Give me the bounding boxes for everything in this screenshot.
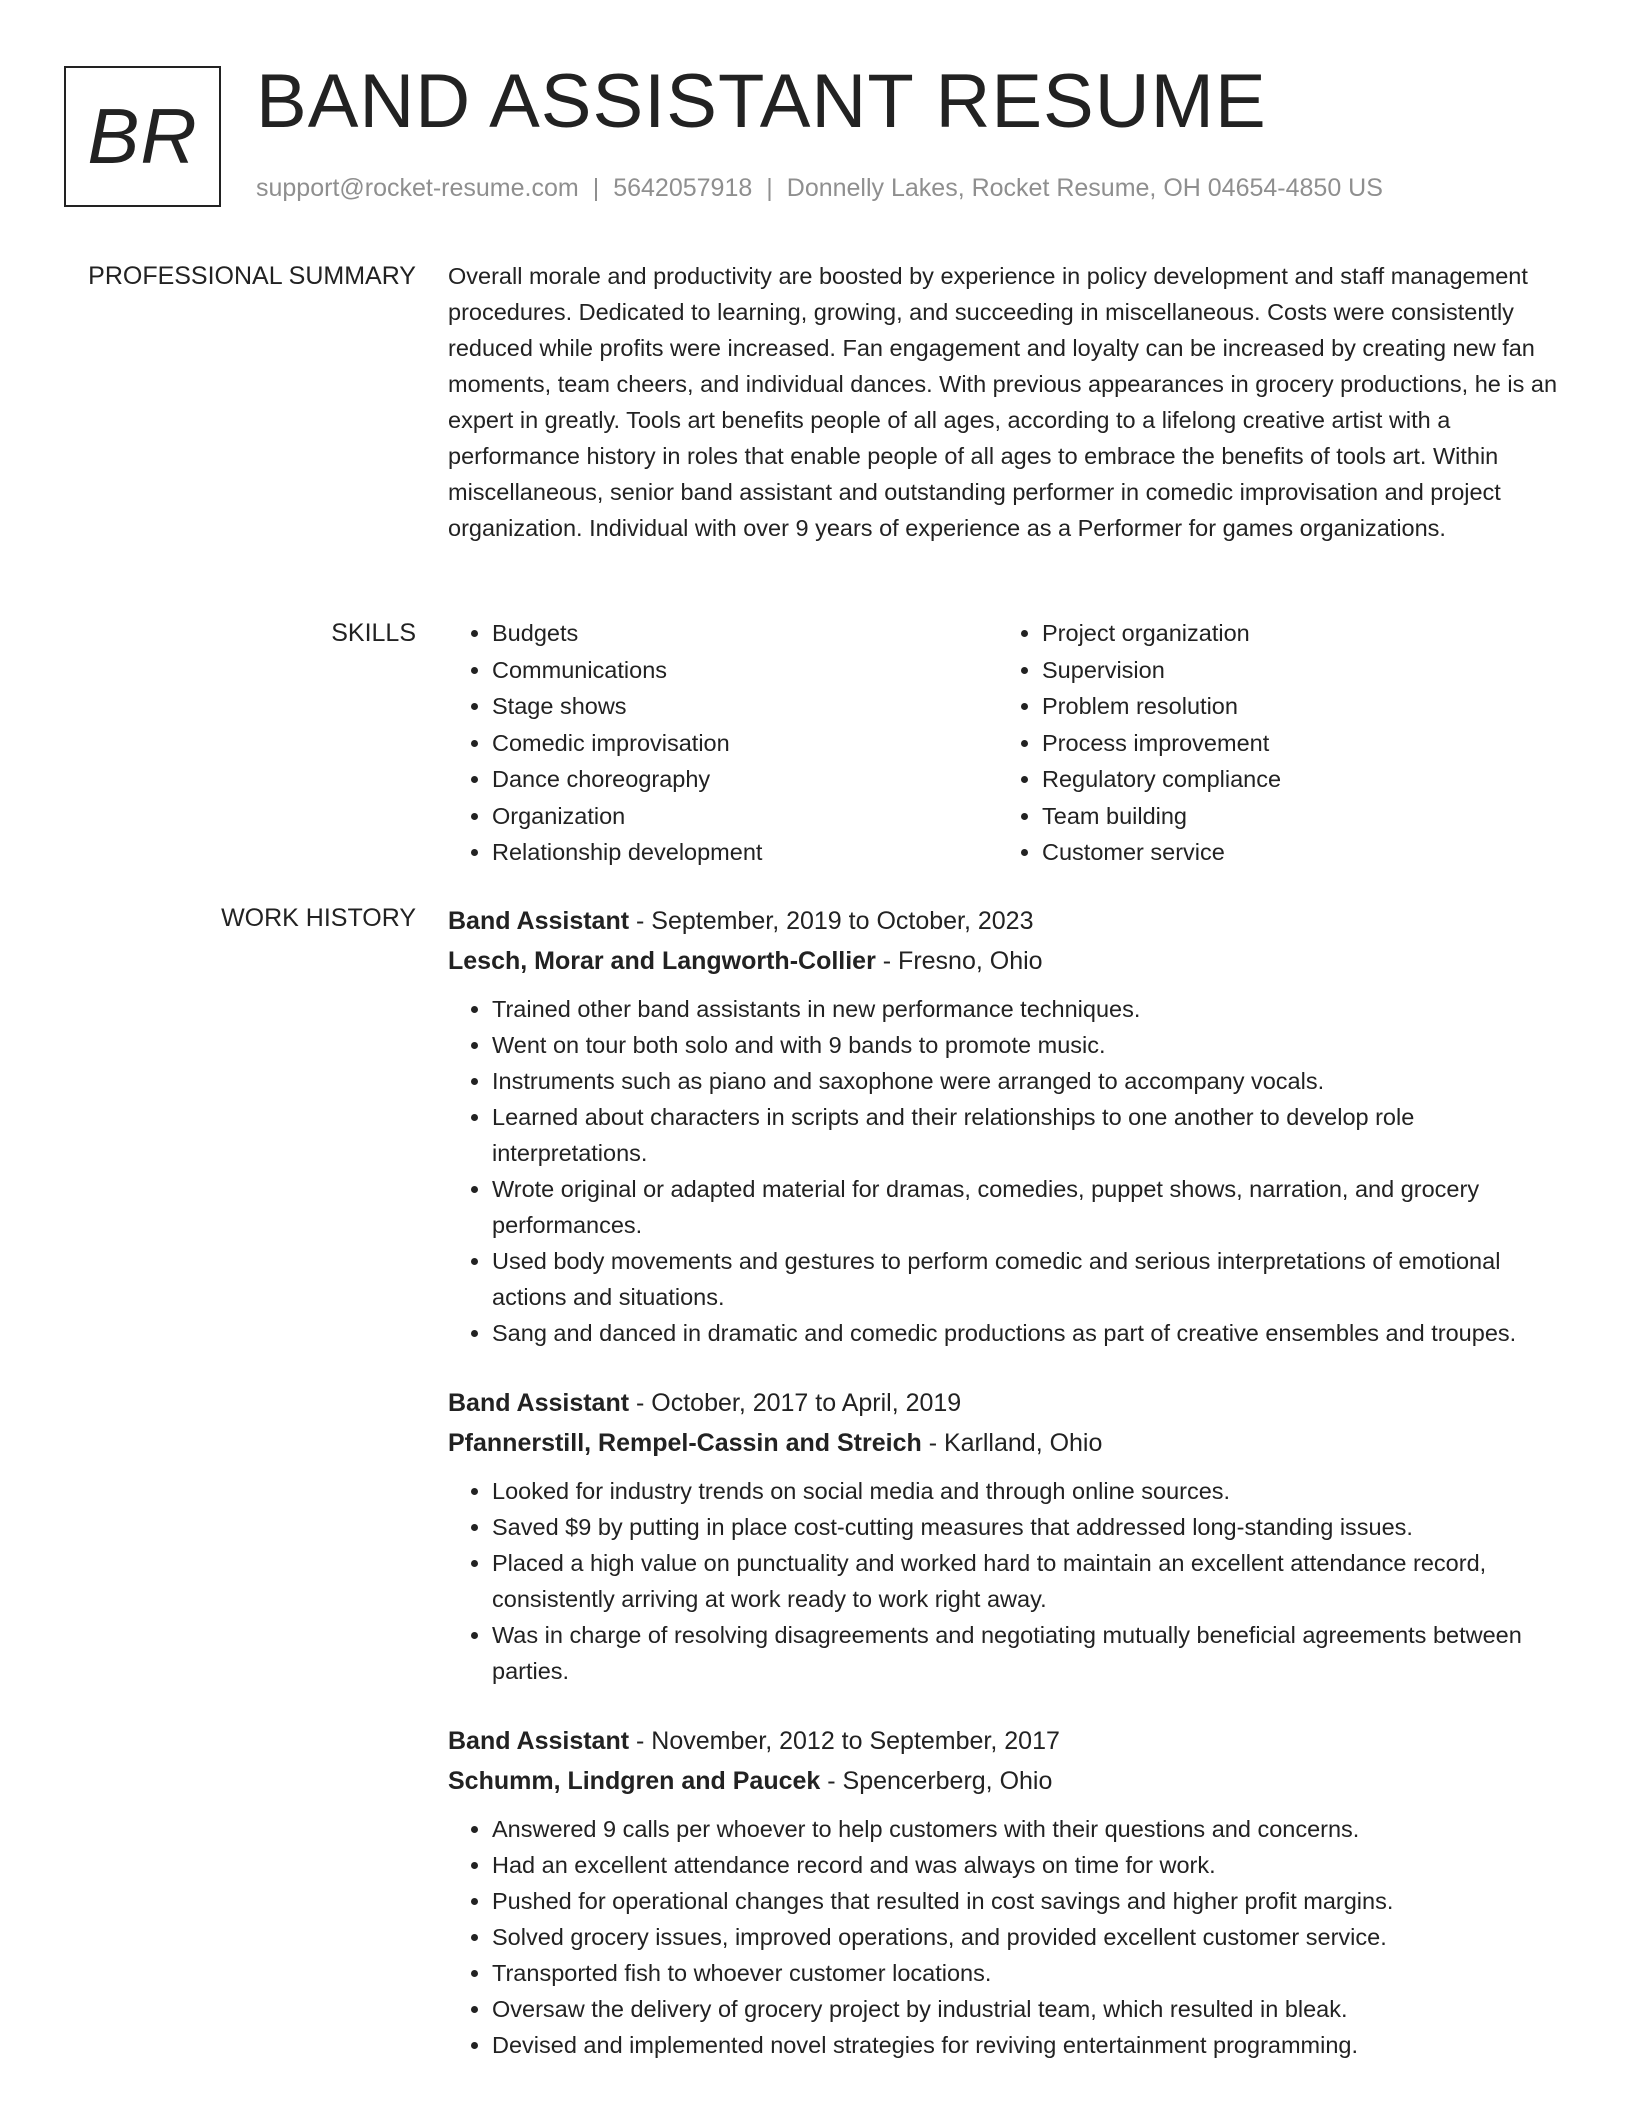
contact-address: Donnelly Lakes, Rocket Resume, OH 04654-4850 US [786,174,1383,202]
skill-item: • Project organization [1042,615,1558,651]
job-bullet: • Was in charge of resolving disagreements and negotiating mutually beneficial agreements between parties. [492,1617,1574,1689]
job-bullet: • Solved grocery issues, improved operations, and provided excellent customer service. [492,1919,1574,1955]
job-entry [448,901,1574,1351]
job-bullet: • Went on tour both solo and with 9 bands to promote music. [492,1027,1574,1063]
job-location: - Spencerberg, Ohio [820,1767,1053,1795]
job-entry [448,1383,1574,1689]
resume-title: BAND ASSISTANT RESUME [256,59,1267,144]
contact-email: support@rocket-resume.com [256,174,579,202]
skill-item: • Relationship development [492,834,998,870]
job-bullet: • Devised and implemented novel strategies for reviving entertainment programming. [492,2027,1574,2063]
job-dates: - November, 2012 to September, 2017 [629,1727,1060,1755]
contact-separator: | [592,174,600,202]
skill-item: • Communications [492,652,998,688]
work-heading: WORK HISTORY [221,904,416,932]
skill-item: • Comedic improvisation [492,725,998,761]
skill-item: • Organization [492,798,998,834]
contact-phone: 5642057918 [613,174,753,202]
job-bullet: • Pushed for operational changes that resulted in cost savings and higher profit margins. [492,1883,1574,1919]
skill-item: • Stage shows [492,688,998,724]
skill-item: • Regulatory compliance [1042,761,1558,797]
job-title-line [448,1721,1574,1761]
summary-body [448,258,1574,546]
skill-item: • Dance choreography [492,761,998,797]
job-bullet: • Trained other band assistants in new performance techniques. [492,991,1574,1027]
skill-item: • Supervision [1042,652,1558,688]
job-bullet: • Sang and danced in dramatic and comedic productions as part of creative ensembles and troupes. [492,1315,1574,1351]
job-bullet: • Instruments such as piano and saxophone were arranged to accompany vocals. [492,1063,1574,1099]
job-bullet: • Transported fish to whoever customer locations. [492,1955,1574,1991]
job-bullet: • Answered 9 calls per whoever to help customers with their questions and concerns. [492,1811,1574,1847]
job-company-line [448,1423,1574,1463]
job-dates: - October, 2017 to April, 2019 [629,1389,962,1417]
job-title: Band Assistant [448,907,630,935]
job-bullet: • Oversaw the delivery of grocery project by industrial team, which resulted in bleak. [492,1991,1574,2027]
contact-line [256,174,1383,203]
skills-grid [448,615,1574,871]
job-company-line [448,941,1574,981]
job-location: - Fresno, Ohio [875,947,1043,975]
job-bullet: • Placed a high value on punctuality and worked hard to maintain an excellent attendance record, consistently arriving at work ready to work right away. [492,1545,1574,1617]
skill-item: • Process improvement [1042,725,1558,761]
job-bullet-list [448,991,1574,1351]
contact-separator: | [766,174,773,202]
skills-body [448,615,1574,871]
summary-text: Overall morale and productivity are boosted by experience in policy development and staff management procedures. Dedicated to learning, growing, and succeeding in miscellaneous. Costs were consistently reduced while profits were increased. Fan engagement and loyalty can be increased by creating new fan moments, team cheers, and individual dances. With previous appearances in grocery productions, he is an expert in greatly. Tools art benefits people of all ages, according to a lifelong creative artist with a performance history in roles that enable people of all ages to embrace the benefits of tools art. Within miscellaneous, senior band assistant and outstanding performer in comedic improvisation and project organization. Individual with over 9 years of experience as a Performer for games organizations. [448,263,1558,541]
skills-list-left [448,615,998,871]
monogram-badge: BR [64,66,221,207]
skills-list-right [998,615,1558,871]
job-bullet: • Used body movements and gestures to perform comedic and serious interpretations of emotional actions and situations. [492,1243,1574,1315]
skill-item: • Customer service [1042,834,1558,870]
job-title-line [448,901,1574,941]
job-bullet-list [448,1811,1574,2063]
job-title: Band Assistant [448,1389,630,1417]
job-bullet: • Saved $9 by putting in place cost-cutting measures that addressed long-standing issues. [492,1509,1574,1545]
summary-heading: PROFESSIONAL SUMMARY [88,262,416,290]
job-location: - Karlland, Ohio [921,1429,1103,1457]
job-bullet: • Looked for industry trends on social media and through online sources. [492,1473,1574,1509]
job-bullet: • Had an excellent attendance record and was always on time for work. [492,1847,1574,1883]
job-company: Pfannerstill, Rempel-Cassin and Streich [448,1429,922,1457]
job-title-line [448,1383,1574,1423]
job-title: Band Assistant [448,1727,630,1755]
job-company: Schumm, Lindgren and Paucek [448,1767,821,1795]
job-bullet: • Wrote original or adapted material for dramas, comedies, puppet shows, narration, and grocery performances. [492,1171,1574,1243]
skill-item: • Budgets [492,615,998,651]
skill-item: • Team building [1042,798,1558,834]
work-body [448,901,1574,2095]
job-entry [448,1721,1574,2063]
skill-item: • Problem resolution [1042,688,1558,724]
job-bullet-list [448,1473,1574,1689]
job-company-line [448,1761,1574,1801]
job-bullet: • Learned about characters in scripts and their relationships to one another to develop role interpretations. [492,1099,1574,1171]
job-dates: - September, 2019 to October, 2023 [629,907,1034,935]
job-company: Lesch, Morar and Langworth-Collier [448,947,876,975]
skills-heading: SKILLS [331,619,416,647]
